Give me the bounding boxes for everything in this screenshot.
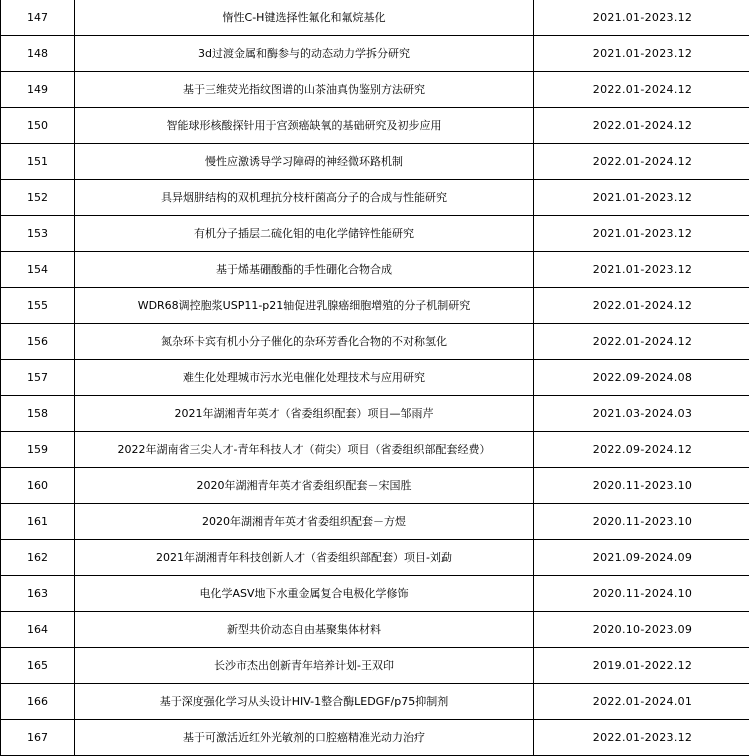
project-period-cell: 2019.01-2022.12 (534, 648, 749, 684)
table-row (1, 216, 749, 252)
row-number-cell: 160 (1, 468, 75, 504)
project-period-cell: 2021.01-2023.12 (534, 216, 749, 252)
project-period-cell: 2022.01-2023.12 (534, 720, 749, 756)
project-name-cell (75, 576, 534, 612)
project-name-text: 基于烯基硼酸酯的手性硼化合物合成 (212, 263, 396, 277)
project-period-cell: 2022.09-2024.12 (534, 432, 749, 468)
table-row (1, 0, 749, 36)
project-period-cell: 2020.11-2023.10 (534, 504, 749, 540)
row-number-cell: 165 (1, 648, 75, 684)
row-number-cell: 152 (1, 180, 75, 216)
project-period-cell: 2022.01-2024.12 (534, 288, 749, 324)
project-period-cell: 2021.01-2023.12 (534, 36, 749, 72)
project-name-cell (75, 468, 534, 504)
project-period-cell: 2022.01-2024.12 (534, 324, 749, 360)
project-name-text: 2020年湖湘青年英才省委组织配套－宋国胜 (193, 479, 416, 493)
table-row (1, 720, 749, 756)
project-name-cell (75, 360, 534, 396)
project-name-cell (75, 504, 534, 540)
project-name-cell (75, 36, 534, 72)
project-name-text: 2021年湖湘青年科技创新人才（省委组织部配套）项目-刘勐 (152, 551, 456, 565)
project-name-text: 智能球形核酸探针用于宫颈癌缺氧的基础研究及初步应用 (163, 119, 446, 133)
project-name-cell (75, 288, 534, 324)
project-name-text: 电化学ASV地下水重金属复合电极化学修饰 (195, 587, 412, 601)
project-name-text: 2021年湖湘青年英才（省委组织配套）项目—邹雨芹 (171, 407, 438, 421)
project-table-body (1, 0, 749, 756)
project-period-cell: 2020.10-2023.09 (534, 612, 749, 648)
project-name-cell (75, 108, 534, 144)
project-name-cell (75, 432, 534, 468)
project-name-text: 难生化处理城市污水光电催化处理技术与应用研究 (179, 371, 429, 385)
project-name-text: 慢性应激诱导学习障碍的神经微环路机制 (201, 155, 407, 169)
project-name-text: 有机分子插层二硫化钼的电化学储锌性能研究 (190, 227, 418, 241)
project-name-cell (75, 396, 534, 432)
project-name-cell (75, 612, 534, 648)
project-period-cell: 2021.01-2023.12 (534, 252, 749, 288)
project-name-text: 2020年湖湘青年英才省委组织配套－方煜 (198, 515, 410, 529)
project-name-text: 氮杂环卡宾有机小分子催化的杂环芳香化合物的不对称氢化 (157, 335, 451, 349)
project-period-cell: 2020.11-2024.10 (534, 576, 749, 612)
project-name-cell (75, 252, 534, 288)
row-number-cell: 154 (1, 252, 75, 288)
table-row (1, 684, 749, 720)
table-row (1, 468, 749, 504)
project-period-cell: 2022.01-2024.12 (534, 72, 749, 108)
table-row (1, 72, 749, 108)
row-number-cell: 151 (1, 144, 75, 180)
project-name-text: 基于三维荧光指纹图谱的山茶油真伪鉴别方法研究 (179, 83, 429, 97)
row-number-cell: 158 (1, 396, 75, 432)
project-name-cell (75, 720, 534, 756)
row-number-cell: 155 (1, 288, 75, 324)
row-number-cell: 163 (1, 576, 75, 612)
project-name-cell (75, 144, 534, 180)
project-name-cell (75, 0, 534, 36)
row-number-cell: 150 (1, 108, 75, 144)
table-row (1, 612, 749, 648)
row-number-cell: 159 (1, 432, 75, 468)
row-number-cell: 153 (1, 216, 75, 252)
table-row (1, 648, 749, 684)
project-name-cell (75, 216, 534, 252)
project-period-cell: 2022.01-2024.12 (534, 144, 749, 180)
project-name-text: 惰性C-H键选择性氟化和氟烷基化 (219, 11, 390, 25)
table-row (1, 504, 749, 540)
row-number-cell: 157 (1, 360, 75, 396)
table-row (1, 288, 749, 324)
table-row (1, 108, 749, 144)
row-number-cell: 148 (1, 36, 75, 72)
project-name-cell (75, 540, 534, 576)
project-name-text: 长沙市杰出创新青年培养计划-王双印 (210, 659, 398, 673)
table-row (1, 396, 749, 432)
table-row (1, 180, 749, 216)
project-name-cell (75, 72, 534, 108)
table-row (1, 324, 749, 360)
project-period-cell: 2021.01-2023.12 (534, 180, 749, 216)
project-name-cell (75, 324, 534, 360)
row-number-cell: 167 (1, 720, 75, 756)
project-period-cell: 2022.01-2024.12 (534, 108, 749, 144)
project-name-text: WDR68调控胞浆USP11-p21轴促进乳腺癌细胞增殖的分子机制研究 (134, 299, 475, 313)
project-period-cell: 2020.11-2023.10 (534, 468, 749, 504)
row-number-cell: 162 (1, 540, 75, 576)
row-number-cell: 147 (1, 0, 75, 36)
table-row (1, 432, 749, 468)
project-name-text: 3d过渡金属和酶参与的动态动力学拆分研究 (194, 47, 414, 61)
row-number-cell: 161 (1, 504, 75, 540)
project-name-text: 基于可激活近红外光敏剂的口腔癌精准光动力治疗 (179, 731, 429, 745)
project-period-cell: 2022.09-2024.08 (534, 360, 749, 396)
project-period-cell: 2021.03-2024.03 (534, 396, 749, 432)
table-row (1, 36, 749, 72)
project-name-text: 2022年湖南省三尖人才-青年科技人才（荷尖）项目（省委组织部配套经费） (114, 443, 495, 457)
project-name-cell (75, 684, 534, 720)
table-row (1, 540, 749, 576)
project-period-cell: 2021.01-2023.12 (534, 0, 749, 36)
project-name-cell (75, 180, 534, 216)
table-row (1, 252, 749, 288)
project-name-text: 新型共价动态自由基聚集体材料 (223, 623, 385, 637)
table-row (1, 144, 749, 180)
project-name-text: 具异烟肼结构的双机理抗分枝杆菌高分子的合成与性能研究 (157, 191, 451, 205)
project-period-cell: 2022.01-2024.01 (534, 684, 749, 720)
project-period-cell: 2021.09-2024.09 (534, 540, 749, 576)
row-number-cell: 166 (1, 684, 75, 720)
row-number-cell: 149 (1, 72, 75, 108)
row-number-cell: 164 (1, 612, 75, 648)
table-row (1, 576, 749, 612)
row-number-cell: 156 (1, 324, 75, 360)
project-name-cell (75, 648, 534, 684)
project-name-text: 基于深度强化学习从头设计HIV-1整合酶LEDGF/p75抑制剂 (156, 695, 452, 709)
table-row (1, 360, 749, 396)
